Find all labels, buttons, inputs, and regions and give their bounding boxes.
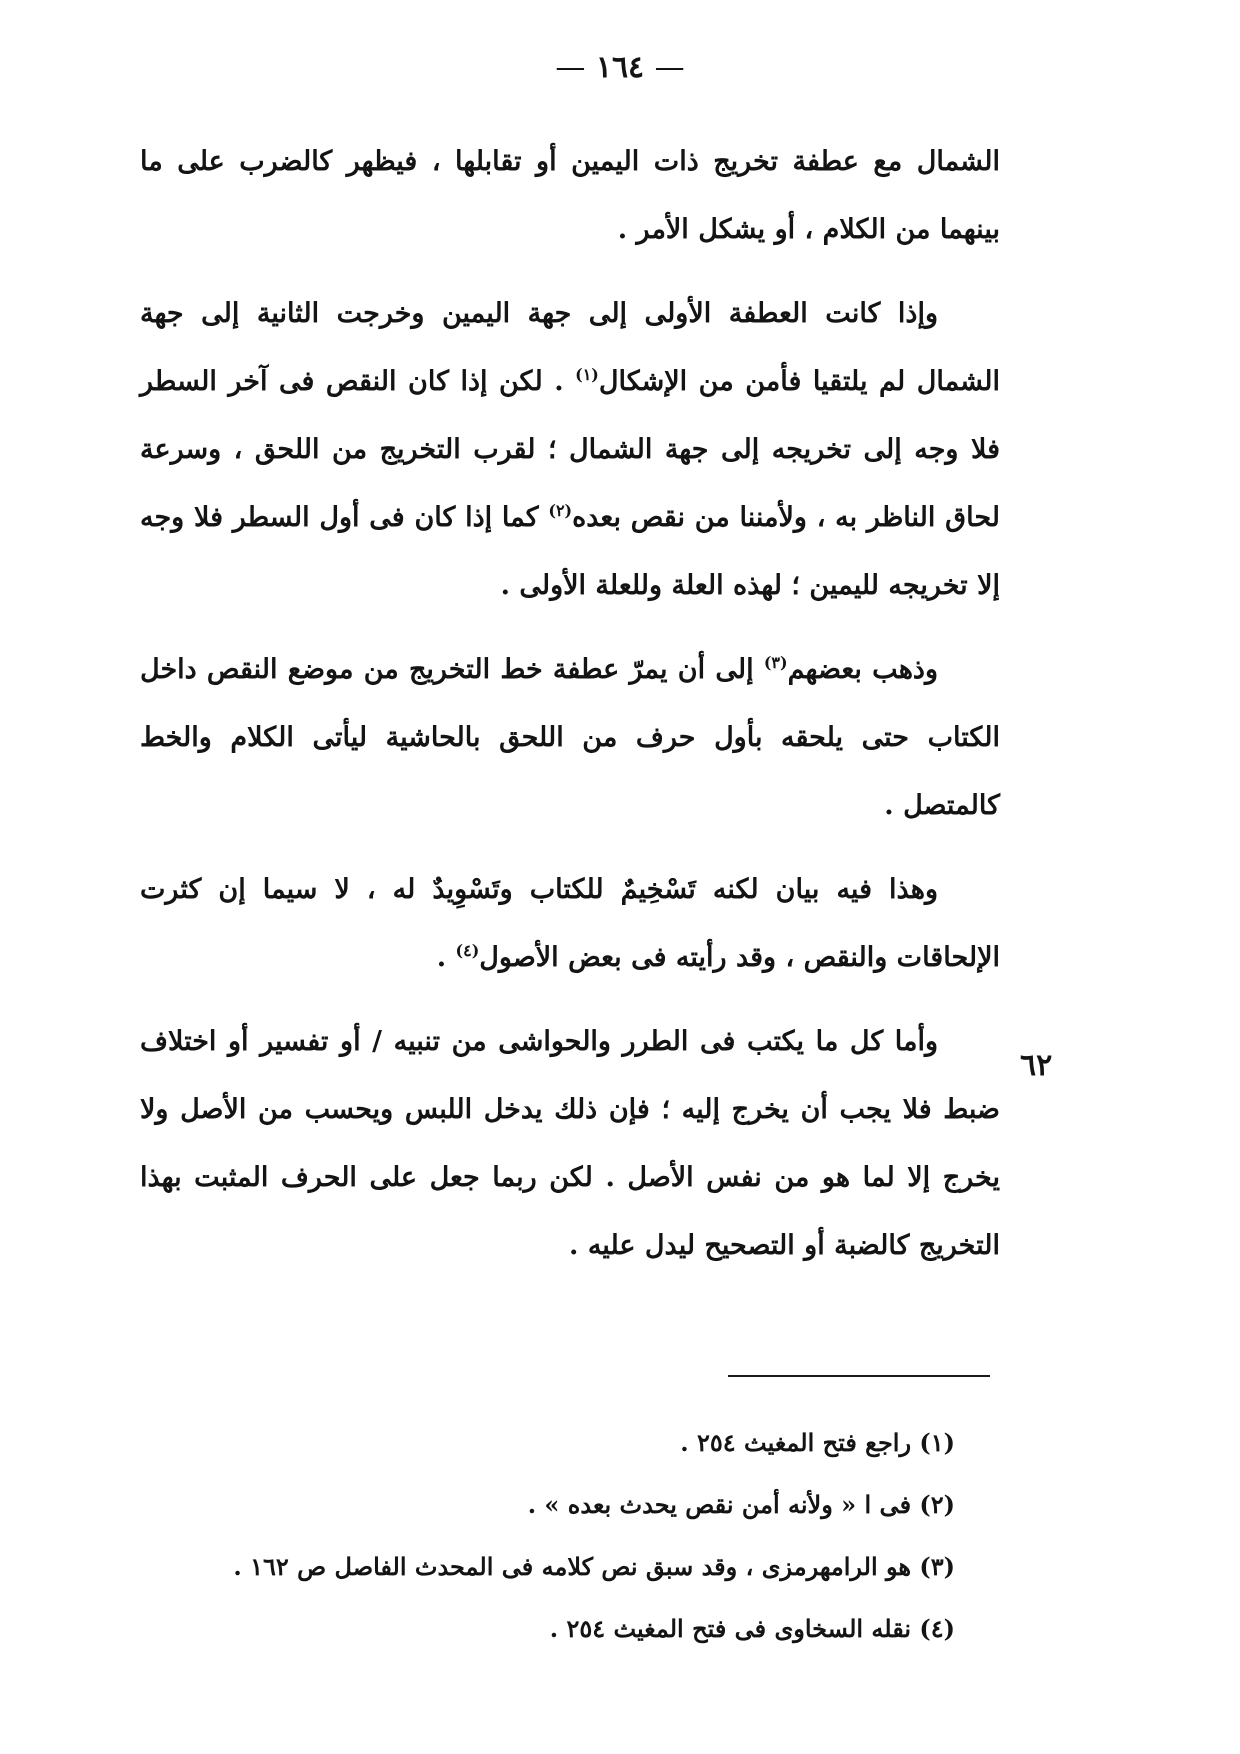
paragraph-3-text-cont: إلى أن يمرّ عطفة خط التخريج من موضع النقص داخل الكتاب حتى يلحقه بأول حرف من اللحق بالحاشية ليأتى الكلام والخط كالمتصل . [140, 654, 1000, 821]
footnote-2: (٢) فى ا « ولأنه أمن نقص يحدث بعده » . [527, 1490, 955, 1519]
footnote-4: (٤) نقله السخاوى فى فتح المغيث ٢٥٤ . [549, 1614, 955, 1643]
header-dash-right: — [654, 50, 685, 85]
main-text [140, 128, 1000, 1296]
footnote-3: (٣) هو الرامهرمزى ، وقد سبق نص كلامه فى المحدث الفاصل ص ١٦٢ . [233, 1552, 955, 1581]
footnotes [160, 1412, 955, 1660]
paragraph-2-text: وإذا كانت العطفة الأولى إلى جهة اليمين وخرجت الثانية إلى جهة الشمال لم يلتقيا فأمن من الإشكال [140, 298, 1000, 397]
footnote-1: (١) راجع فتح المغيث ٢٥٤ . [680, 1428, 955, 1457]
paragraph-5 [140, 1008, 1000, 1280]
paragraph-1 [140, 128, 1000, 264]
paragraph-5-text: وأما كل ما يكتب فى الطرر والحواشى من تنبيه / أو تفسير أو اختلاف ضبط فلا يجب أن يخرج إليه ؛ فإن ذلك يدخل اللبس ويحسب من الأصل ولا يخرج إلا لما هو من نفس الأصل . لكن ربما جعل على الحرف المثبت بهذا التخريج كالضبة أو التصحيح ليدل عليه . [140, 1026, 1000, 1261]
footnote-ref-1: (١) [575, 365, 599, 384]
footnote-ref-3: (٣) [763, 653, 788, 672]
footnote-ref-2: (٢) [548, 501, 573, 520]
paragraph-2 [140, 280, 1000, 620]
paragraph-4 [140, 856, 1000, 992]
paragraph-2-text-cont: . لكن إذا كان النقص فى آخر السطر فلا وجه إلى تخريجه إلى جهة الشمال ؛ لقرب التخريج من اللحق ، وسرعة لحاق الناظر به ، ولأمننا من نقص بعده [140, 366, 1000, 533]
paragraph-4-text-end: . [436, 942, 456, 973]
footnote-ref-4: (٤) [455, 941, 480, 960]
paragraph-2-text-end: كما إذا كان فى أول السطر فلا وجه إلا تخريجه لليمين ؛ لهذه العلة وللعلة الأولى . [140, 502, 1000, 601]
paragraph-4-text: وهذا فيه بيان لكنه تَسْخِيمٌ للكتاب وتَسْوِيدٌ له ، لا سيما إن كثرت الإلحاقات والنقص ، وقد رأيته فى بعض الأصول [140, 874, 1000, 973]
paragraph-3 [140, 636, 1000, 840]
paragraph-3-text: وذهب بعضهم [787, 654, 938, 685]
manuscript-folio-number: ٦٢ [1020, 1048, 1053, 1083]
footnote-separator [728, 1375, 990, 1377]
page-header [0, 50, 1240, 85]
paragraph-1-text: الشمال مع عطفة تخريج ذات اليمين أو تقابلها ، فيظهر كالضرب على ما بينهما من الكلام ، أو يشكل الأمر . [140, 146, 1000, 245]
header-dash-left: — [555, 50, 586, 85]
page-number: ١٦٤ [595, 50, 645, 85]
